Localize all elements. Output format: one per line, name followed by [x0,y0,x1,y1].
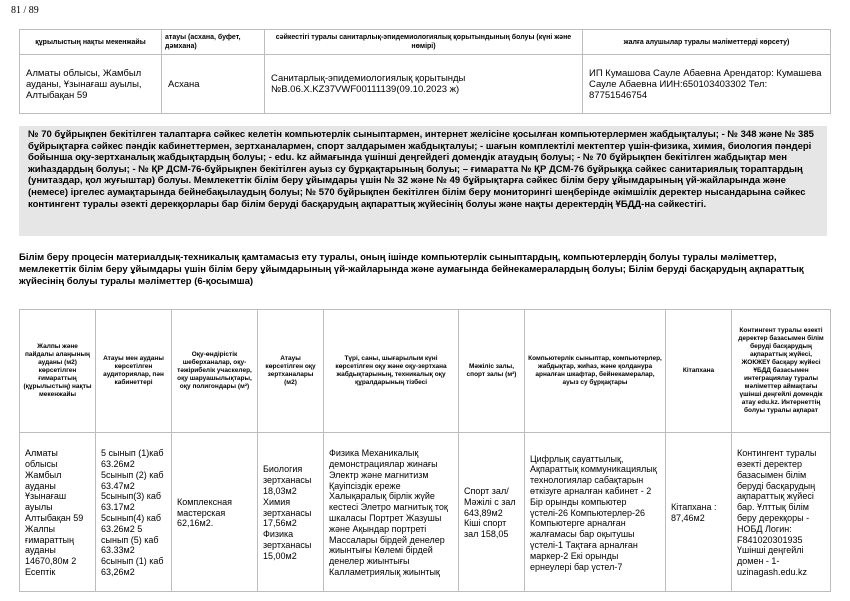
table-row [20,55,831,114]
header-classrooms: Атауы мен ауданы көрсетілген аудиториялар, пән кабинеттері [96,310,172,433]
requirements-block: № 70 бұйрықпен бекітілген талаптарға сәйкес келетін компьютерлік сыныптармен, интернет желісіне қосылған компьютерлермен жабдықталуы; - № 348 және № 385 бұйрықтарға сәйкес пәндік кабинеттермен, зертханалармен, спорт залдарымен жабдықталуы; - шағын комплектілі мектептер үшін-физика, химия, биология пәндері бойынша оқу-зертханалық жабдықтардың болуы; - edu. kz аймағында үшінші деңгейдегі домендік атаудың болуы; - № 70 бұйрықпен бекітілген жабдықтар мен жиһаздардың болуы; - № ҚР ДСМ-76-бұйрықпен бекітілген ауыз су бұрқақтарының болуы; – ғимаратта № ҚР ДСМ-76 бұйрыққа сәйкес санитариялық тораптардың (унитаздар, қол жуғыштар) болуы. Мемлекеттік білім беру ұйымдары үшін № 32 және № 49 бұйрықтарға сәйкес білім беру ұйымдарының үй-жайларында және (немесе) іргелес аумақтарында бейнебақылаудың болуы; № 570 бұйрықпен бекітілген білім беру мониторингі шеңберінде әкімшілік деректер нысандарына сәйкес контингент туралы әзекті дерекқорлары бар білім беруді басқарудың ақпараттық жүйесінің болуы және нақты деректердің ҰБДД-на сәйкестігі. [19,126,827,236]
table-row [20,433,831,592]
cell-sanitary-conclusion: Санитарлық-эпидемиологиялық қорытынды №В.06.Х.KZ37VWF00111139(09.10.2023 ж) [265,55,583,114]
table-header-row [20,310,831,433]
header-laboratories: Атауы көрсетілген оқу зертханалары (м2) [258,310,324,433]
cell-classrooms: 5 сынып (1)каб 63.26м2 5сынып (2) каб 63.47м2 5сынып(3) каб 63.17м2 5сынып(4) каб 63.26м2 5 сынып (5) каб 63.33м2 6сынып (1) каб 63,26м2 [96,433,172,592]
material-base-table [19,309,831,592]
header-workshops: Оқу-өндірістік шеберханалар, оқу-тәжірибелік учаскелер, оқу шаруашылықтары, оқу полигондары (м²) [172,310,258,433]
header-sanitary-conclusion: сәйкестігі туралы санитарлық-эпидемиологиялық қорытындының болуы (күні және нөмірі) [265,30,583,55]
cell-tenants: ИП Кумашова Сауле Абаевна Арендатор: Кумашева Сауле Абаевна ИИН:650103403302 Тел: 87751546754 [583,55,831,114]
cell-library: Кітапхана : 87,46м2 [666,433,732,592]
table-header-row [20,30,831,55]
header-tenants: жалға алушылар туралы мәліметтерді көрсету) [583,30,831,55]
header-equipment: Түрі, саны, шығарылым күні көрсетілген оқу және оқу-зертхана жабдықтарының, техникалық оқу құралдарының тізбесі [324,310,459,433]
cell-name: Асхана [162,55,265,114]
cell-halls: Спорт зал/Мәжілі с зал 643,89м2 Кіші спорт зал 158,05 [459,433,525,592]
cell-information-system: Контингент туралы өзекті деректер базасымен білім беруді басқарудың ақпараттық жүйесі бар. Ұлттық білім беру дерекқоры - НОБД Логин: F841020301935 Үшінші деңгейлі домен - 1-uzinagash.edu.kz [732,433,831,592]
cell-address: Алматы облысы, Жамбыл ауданы, Ұзынағаш ауылы, Алтыбақан 59 [20,55,162,114]
page-number: 81 / 89 [11,5,39,16]
header-information-system: Контингент туралы өзекті деректер базасымен білім беруді басқарудың ақпараттық жүйесі, ЖОКЖЕҮ басқару жүйесі ҰБДД базасымен интеграциялау туралы мәліметтер аймақтағы үшінші деңгейлі домендік атау edu.kz. Интернеттің болуы туралы ақпарат [732,310,831,433]
cell-laboratories: Биология зертханасы 18,03м2 Химия зертханасы 17,56м2 Физика зертханасы 15,00м2 [258,433,324,592]
cell-computer-classes: Цифрлық сауаттылық, Ақпараттық коммуникациялық технологиялар сабақтарын өткізуге арналған кабинет - 2 Бір орынды компьютер үстелі-26 Компьютерлер-26 Компьютерге арналған жалғамасы бар оқытушы үстелі-1 Тақтаға арналған маркер-2 Екі орынды ернеулері бар үстел-7 [525,433,666,592]
cell-workshops: Комплексная мастерская 62,16м2. [172,433,258,592]
canteen-table [19,29,831,114]
header-address: құрылыстың нақты мекенжайы [20,30,162,55]
header-name: атауы (асхана, буфет, дәмхана) [162,30,265,55]
cell-equipment: Физика Механикалық демонстрациялар жинағы Электр және магнитизм Қауіпсіздік ереже Халықаралық бірлік жүйе кестесі Элетро магнитық тоқ шкаласы Портрет Жазушы және Ақындар портреті Массалары бірдей денелер жиынтығы Көлемі бірдей денелер жиынтығы Калламетриялық жиынтық [324,433,459,592]
cell-building-address: Алматы облысы Жамбыл ауданы Ұзынағаш ауылы Алтыбақан 59 Жалпы ғимараттың ауданы 14670,80м 2 Есептік [20,433,96,592]
header-halls: Мәжіліс залы, спорт залы (м²) [459,310,525,433]
section-heading: Білім беру процесін материалдық-техникалық қамтамасыз ету туралы, оның ішінде компьютерлік сыныптардың, компьютерлердің болуы туралы мәліметтер, мемлекеттік білім беру ұйымдары үшін білім беру ұйымдарының үй-жайларында және аумағында бейнекамералардың болуы; Білім беруді басқарудың ақпараттық жүйесінің болуы туралы мәліметтер (6-қосымша) [19,252,804,287]
header-computer-classes: Компьютерлік сыныптар, компьютерлер, жабдықтар, жиһаз, және қолданура арналған шкафтар, бейнекамералар, ауыз су бұрқақтары [525,310,666,433]
header-library: Кітапхана [666,310,732,433]
header-building-address: Жалпы және пайдалы алаңының ауданы (м2) көрсетілген ғимараттың (құрылыстың) нақты мекенжайы [20,310,96,433]
